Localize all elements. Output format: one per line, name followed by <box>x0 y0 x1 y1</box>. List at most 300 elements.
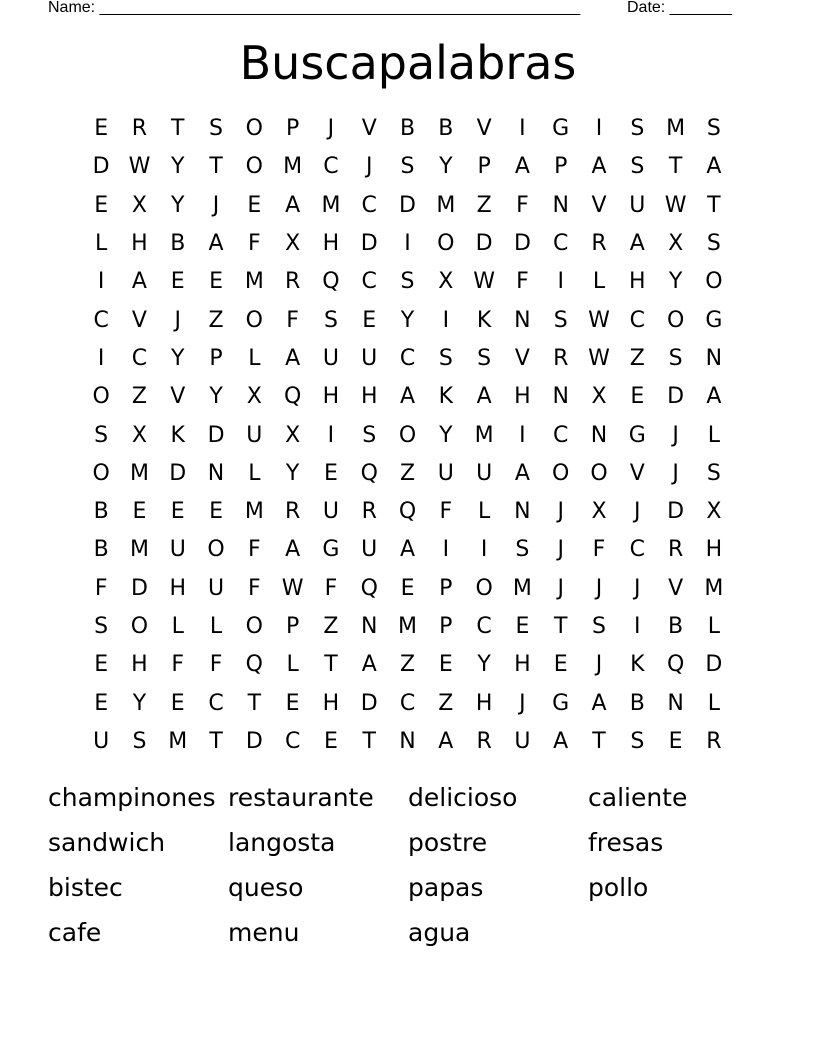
grid-letter: F <box>248 575 261 601</box>
grid-letter: P <box>439 575 453 601</box>
grid-letter: U <box>361 537 378 563</box>
grid-letter: D <box>667 384 685 410</box>
grid-letter: I <box>327 422 335 448</box>
grid-letter: E <box>170 499 185 525</box>
grid-letter: I <box>97 269 105 295</box>
grid-letter: L <box>286 652 299 678</box>
grid-letter: G <box>552 690 570 716</box>
word-bank-item: caliente <box>588 783 688 812</box>
grid-letter: M <box>244 269 264 295</box>
grid-letter: W <box>281 575 304 601</box>
grid-letter: A <box>399 384 416 410</box>
word-bank-item: sandwich <box>48 828 166 857</box>
grid-letter: Y <box>132 690 147 716</box>
grid-letter: S <box>668 345 683 371</box>
grid-letter: H <box>514 384 531 410</box>
grid-letter: A <box>285 345 301 371</box>
date-line: Date: _______ <box>627 0 732 16</box>
grid-letter: D <box>667 499 685 525</box>
grid-letter: W <box>588 345 610 371</box>
grid-letter: E <box>94 192 109 218</box>
grid-letter: U <box>476 460 493 486</box>
grid-row <box>82 148 733 186</box>
letter-grid <box>82 110 733 761</box>
grid-letter: Y <box>171 154 185 180</box>
grid-letter: F <box>171 652 185 678</box>
grid-letter: A <box>629 231 645 257</box>
grid-letter: A <box>438 728 454 754</box>
word-bank-item: cafe <box>48 918 102 947</box>
grid-letter: Q <box>360 460 378 486</box>
grid-letter: W <box>664 192 687 218</box>
grid-letter: I <box>519 116 526 142</box>
grid-letter: D <box>130 575 148 601</box>
word-bank-item: champinones <box>48 783 216 812</box>
grid-letter: Z <box>399 460 416 486</box>
grid-letter: Q <box>398 499 417 525</box>
grid-letter: M <box>474 422 494 448</box>
grid-letter: E <box>668 728 683 754</box>
grid-letter: V <box>131 307 147 333</box>
grid-letter: B <box>438 116 454 142</box>
grid-letter: F <box>209 652 223 678</box>
grid-letter: Q <box>283 384 302 410</box>
grid-letter: P <box>285 614 300 639</box>
grid-letter: C <box>553 422 569 448</box>
grid-letter: R <box>476 728 492 754</box>
grid-letter: F <box>248 231 261 257</box>
grid-letter: N <box>705 345 723 371</box>
grid-letter: I <box>442 307 450 333</box>
grid-letter: X <box>131 422 147 448</box>
grid-letter: E <box>94 690 109 716</box>
grid-letter: J <box>519 690 526 716</box>
grid-letter: X <box>246 384 262 410</box>
grid-letter: E <box>170 690 185 716</box>
word-bank-item: langosta <box>228 828 336 857</box>
grid-letter: C <box>629 537 645 563</box>
grid-letter: U <box>246 422 263 448</box>
grid-letter: Q <box>360 575 378 601</box>
grid-row <box>82 340 733 378</box>
grid-letter: Y <box>171 345 185 371</box>
grid-letter: S <box>630 154 645 180</box>
grid-letter: B <box>399 116 416 142</box>
grid-letter: P <box>285 116 300 142</box>
grid-letter: A <box>706 154 722 180</box>
grid-letter: E <box>285 690 300 716</box>
word-bank-item: agua <box>408 918 471 947</box>
grid-letter: Z <box>323 614 339 639</box>
word-bank-item: delicioso <box>408 783 518 812</box>
grid-letter: N <box>514 307 531 333</box>
grid-letter: E <box>247 192 262 218</box>
grid-letter: U <box>207 575 225 601</box>
grid-letter: J <box>557 537 564 563</box>
grid-letter: E <box>209 499 223 525</box>
grid-letter: J <box>557 575 564 601</box>
grid-letter: D <box>169 460 187 486</box>
grid-letter: F <box>248 537 261 563</box>
grid-letter: A <box>361 652 377 678</box>
grid-letter: I <box>97 345 105 371</box>
grid-letter: D <box>360 231 378 257</box>
grid-letter: C <box>131 345 148 371</box>
grid-letter: L <box>248 460 261 486</box>
grid-letter: R <box>284 499 301 525</box>
grid-letter: U <box>169 537 186 563</box>
grid-letter: T <box>209 154 223 180</box>
grid-letter: Z <box>438 690 454 716</box>
grid-letter: C <box>399 345 416 371</box>
grid-letter: J <box>174 307 181 333</box>
grid-letter: R <box>591 231 607 257</box>
grid-letter: Z <box>476 192 492 218</box>
grid-letter: S <box>630 116 645 142</box>
grid-letter: F <box>439 499 453 525</box>
grid-letter: J <box>327 116 335 142</box>
grid-letter: O <box>590 460 608 486</box>
grid-letter: N <box>590 422 608 448</box>
grid-letter: F <box>94 575 108 601</box>
grid-letter: M <box>321 192 341 218</box>
grid-letter: X <box>591 499 607 525</box>
grid-letter: O <box>398 422 417 448</box>
grid-letter: O <box>666 307 685 333</box>
grid-letter: L <box>95 231 108 257</box>
grid-letter: Y <box>439 422 453 448</box>
grid-letter: U <box>361 345 378 371</box>
grid-letter: C <box>323 154 339 180</box>
grid-letter: X <box>438 269 454 295</box>
grid-letter: A <box>591 154 607 180</box>
grid-letter: T <box>324 652 338 678</box>
name-line: Name: ______________________________________________________ <box>48 0 581 16</box>
grid-letter: E <box>400 575 415 601</box>
grid-letter: S <box>515 537 530 563</box>
grid-letter: A <box>285 192 301 218</box>
grid-letter: S <box>400 154 415 180</box>
grid-letter: S <box>438 345 453 371</box>
grid-row <box>82 493 733 531</box>
word-bank-item: restaurante <box>228 783 374 812</box>
word-bank-item: bistec <box>48 873 123 902</box>
grid-letter: L <box>209 614 223 639</box>
grid-letter: C <box>399 690 416 716</box>
grid-letter: D <box>207 422 225 448</box>
grid-letter: D <box>360 690 378 716</box>
grid-letter: Y <box>209 384 223 410</box>
grid-letter: S <box>94 614 109 639</box>
grid-letter: L <box>248 345 261 371</box>
grid-letter: U <box>322 345 339 371</box>
grid-letter: E <box>94 116 109 142</box>
grid-letter: F <box>286 307 299 333</box>
grid-letter: S <box>94 422 109 448</box>
grid-letter: D <box>705 652 723 678</box>
grid-letter: I <box>442 537 450 563</box>
grid-letter: B <box>170 231 186 257</box>
grid-letter: D <box>245 728 263 754</box>
grid-letter: B <box>629 690 645 716</box>
grid-letter: O <box>475 575 493 601</box>
grid-letter: T <box>553 614 568 639</box>
grid-row <box>82 455 733 493</box>
grid-letter: J <box>212 192 220 218</box>
grid-letter: H <box>322 231 340 257</box>
grid-letter: C <box>361 269 377 295</box>
grid-letter: O <box>207 537 225 563</box>
grid-letter: P <box>439 614 453 639</box>
grid-letter: J <box>634 575 641 601</box>
grid-letter: N <box>552 384 569 410</box>
grid-letter: T <box>707 192 721 218</box>
grid-letter: O <box>92 384 110 410</box>
grid-letter: A <box>706 384 722 410</box>
grid-letter: M <box>244 499 264 525</box>
grid-letter: R <box>553 345 569 371</box>
grid-letter: G <box>705 307 723 333</box>
grid-letter: O <box>130 614 149 639</box>
grid-letter: R <box>131 116 148 142</box>
grid-letter: S <box>400 269 415 295</box>
grid-letter: U <box>93 728 110 754</box>
grid-letter: O <box>245 614 263 639</box>
grid-letter: F <box>324 575 338 601</box>
grid-letter: M <box>666 116 686 142</box>
grid-letter: R <box>667 537 684 563</box>
grid-letter: O <box>437 231 455 257</box>
grid-letter: O <box>552 460 570 486</box>
grid-letter: N <box>552 192 569 218</box>
grid-letter: O <box>245 154 263 180</box>
grid-letter: S <box>630 728 645 754</box>
grid-letter: U <box>322 499 339 525</box>
word-bank-item: queso <box>228 873 304 902</box>
word-bank-item: menu <box>228 918 300 947</box>
grid-letter: H <box>131 652 148 678</box>
grid-letter: H <box>169 575 187 601</box>
grid-letter: Y <box>285 460 300 486</box>
grid-letter: O <box>245 116 263 142</box>
grid-letter: X <box>591 384 607 410</box>
grid-row <box>82 301 733 339</box>
grid-letter: K <box>170 422 185 448</box>
grid-letter: C <box>476 614 492 639</box>
grid-letter: H <box>705 537 723 563</box>
grid-letter: P <box>554 154 568 180</box>
grid-letter: Q <box>245 652 263 678</box>
grid-letter: O <box>705 269 723 295</box>
grid-letter: J <box>672 460 679 486</box>
word-bank-item: papas <box>408 873 484 902</box>
grid-letter: E <box>515 614 530 639</box>
grid-letter: H <box>514 652 531 678</box>
grid-letter: N <box>399 728 416 754</box>
grid-letter: T <box>592 728 606 754</box>
grid-row <box>82 684 733 722</box>
grid-letter: M <box>283 154 303 180</box>
grid-letter: A <box>514 460 530 486</box>
grid-letter: L <box>707 422 721 448</box>
grid-letter: Q <box>666 652 685 678</box>
grid-letter: Z <box>131 384 147 410</box>
grid-letter: M <box>436 192 456 218</box>
grid-letter: B <box>93 499 109 525</box>
grid-letter: M <box>512 575 532 601</box>
grid-letter: Z <box>629 345 645 371</box>
grid-letter: E <box>132 499 147 525</box>
grid-letter: K <box>438 384 454 410</box>
grid-letter: V <box>629 460 645 486</box>
grid-letter: Q <box>322 269 340 295</box>
word-bank <box>48 777 768 957</box>
grid-letter: O <box>92 460 110 486</box>
grid-letter: A <box>514 154 530 180</box>
grid-letter: J <box>634 499 641 525</box>
grid-letter: G <box>552 116 570 142</box>
grid-letter: H <box>322 384 340 410</box>
grid-row <box>82 608 733 646</box>
grid-letter: R <box>361 499 377 525</box>
grid-row <box>82 110 733 148</box>
grid-letter: E <box>323 728 338 754</box>
grid-letter: X <box>285 231 301 257</box>
grid-letter: B <box>93 537 109 563</box>
grid-letter: L <box>477 499 491 525</box>
grid-letter: A <box>553 728 569 754</box>
grid-row <box>82 723 733 761</box>
grid-letter: V <box>476 116 492 142</box>
grid-row <box>82 263 733 301</box>
grid-letter: A <box>285 537 301 563</box>
grid-letter: D <box>399 192 416 218</box>
grid-row <box>82 378 733 416</box>
grid-letter: W <box>473 269 495 295</box>
grid-letter: T <box>362 728 376 754</box>
grid-letter: T <box>171 116 185 142</box>
grid-letter: L <box>707 614 721 639</box>
grid-letter: N <box>360 614 378 639</box>
grid-letter: E <box>438 652 453 678</box>
grid-letter: X <box>668 231 684 257</box>
grid-letter: T <box>209 728 223 754</box>
grid-letter: G <box>628 422 646 448</box>
grid-letter: J <box>595 575 603 601</box>
grid-letter: Y <box>668 269 683 295</box>
grid-letter: A <box>591 690 607 716</box>
grid-letter: L <box>592 269 606 295</box>
grid-letter: E <box>323 460 338 486</box>
grid-letter: N <box>667 690 684 716</box>
grid-letter: F <box>592 537 606 563</box>
grid-letter: M <box>129 460 149 486</box>
grid-letter: H <box>360 384 378 410</box>
grid-letter: C <box>361 192 377 218</box>
grid-letter: S <box>323 307 338 333</box>
grid-letter: J <box>672 422 679 448</box>
grid-row <box>82 187 733 225</box>
grid-letter: M <box>704 575 724 601</box>
grid-letter: P <box>209 345 223 371</box>
grid-letter: S <box>477 345 492 371</box>
grid-letter: W <box>128 154 151 180</box>
grid-letter: T <box>668 154 683 180</box>
grid-row <box>82 570 733 608</box>
grid-letter: L <box>707 690 721 716</box>
grid-letter: J <box>557 499 564 525</box>
grid-letter: J <box>595 652 603 678</box>
grid-letter: O <box>245 307 263 333</box>
grid-letter: J <box>365 154 373 180</box>
grid-letter: L <box>171 614 184 639</box>
grid-letter: H <box>131 231 148 257</box>
grid-letter: D <box>513 231 531 257</box>
grid-letter: V <box>170 384 186 410</box>
grid-letter: C <box>629 307 645 333</box>
grid-letter: N <box>207 460 225 486</box>
grid-letter: A <box>131 269 147 295</box>
grid-letter: M <box>168 728 188 754</box>
grid-letter: B <box>668 614 684 639</box>
grid-letter: S <box>362 422 377 448</box>
grid-letter: U <box>629 192 646 218</box>
grid-letter: Y <box>171 192 185 218</box>
grid-letter: S <box>553 307 568 333</box>
grid-letter: S <box>706 231 721 257</box>
grid-letter: A <box>399 537 416 563</box>
grid-letter: V <box>361 116 377 142</box>
grid-letter: C <box>208 690 224 716</box>
grid-letter: M <box>129 537 149 563</box>
word-bank-item: postre <box>408 828 488 857</box>
grid-letter: I <box>519 422 526 448</box>
grid-row <box>82 416 733 454</box>
grid-letter: Y <box>477 652 491 678</box>
grid-row <box>82 646 733 684</box>
grid-letter: E <box>94 652 109 678</box>
grid-letter: Z <box>208 307 224 333</box>
grid-letter: A <box>476 384 492 410</box>
grid-row <box>82 531 733 569</box>
grid-letter: X <box>706 499 722 525</box>
grid-letter: T <box>247 690 262 716</box>
grid-letter: S <box>706 116 721 142</box>
grid-letter: K <box>630 652 645 678</box>
grid-letter: H <box>629 269 646 295</box>
grid-letter: F <box>516 269 529 295</box>
grid-letter: U <box>437 460 454 486</box>
grid-letter: G <box>322 537 340 563</box>
grid-letter: A <box>208 231 224 257</box>
grid-letter: C <box>284 728 301 754</box>
grid-letter: I <box>404 231 411 257</box>
grid-row <box>82 225 733 263</box>
grid-letter: I <box>634 614 641 639</box>
grid-letter: Z <box>399 652 416 678</box>
grid-letter: M <box>398 614 418 639</box>
grid-letter: S <box>132 728 147 754</box>
grid-letter: R <box>284 269 301 295</box>
grid-letter: I <box>595 116 603 142</box>
grid-letter: H <box>475 690 493 716</box>
grid-letter: X <box>285 422 301 448</box>
grid-letter: H <box>322 690 340 716</box>
grid-letter: P <box>477 154 491 180</box>
grid-letter: Y <box>400 307 415 333</box>
grid-letter: F <box>516 192 529 218</box>
grid-letter: D <box>475 231 493 257</box>
